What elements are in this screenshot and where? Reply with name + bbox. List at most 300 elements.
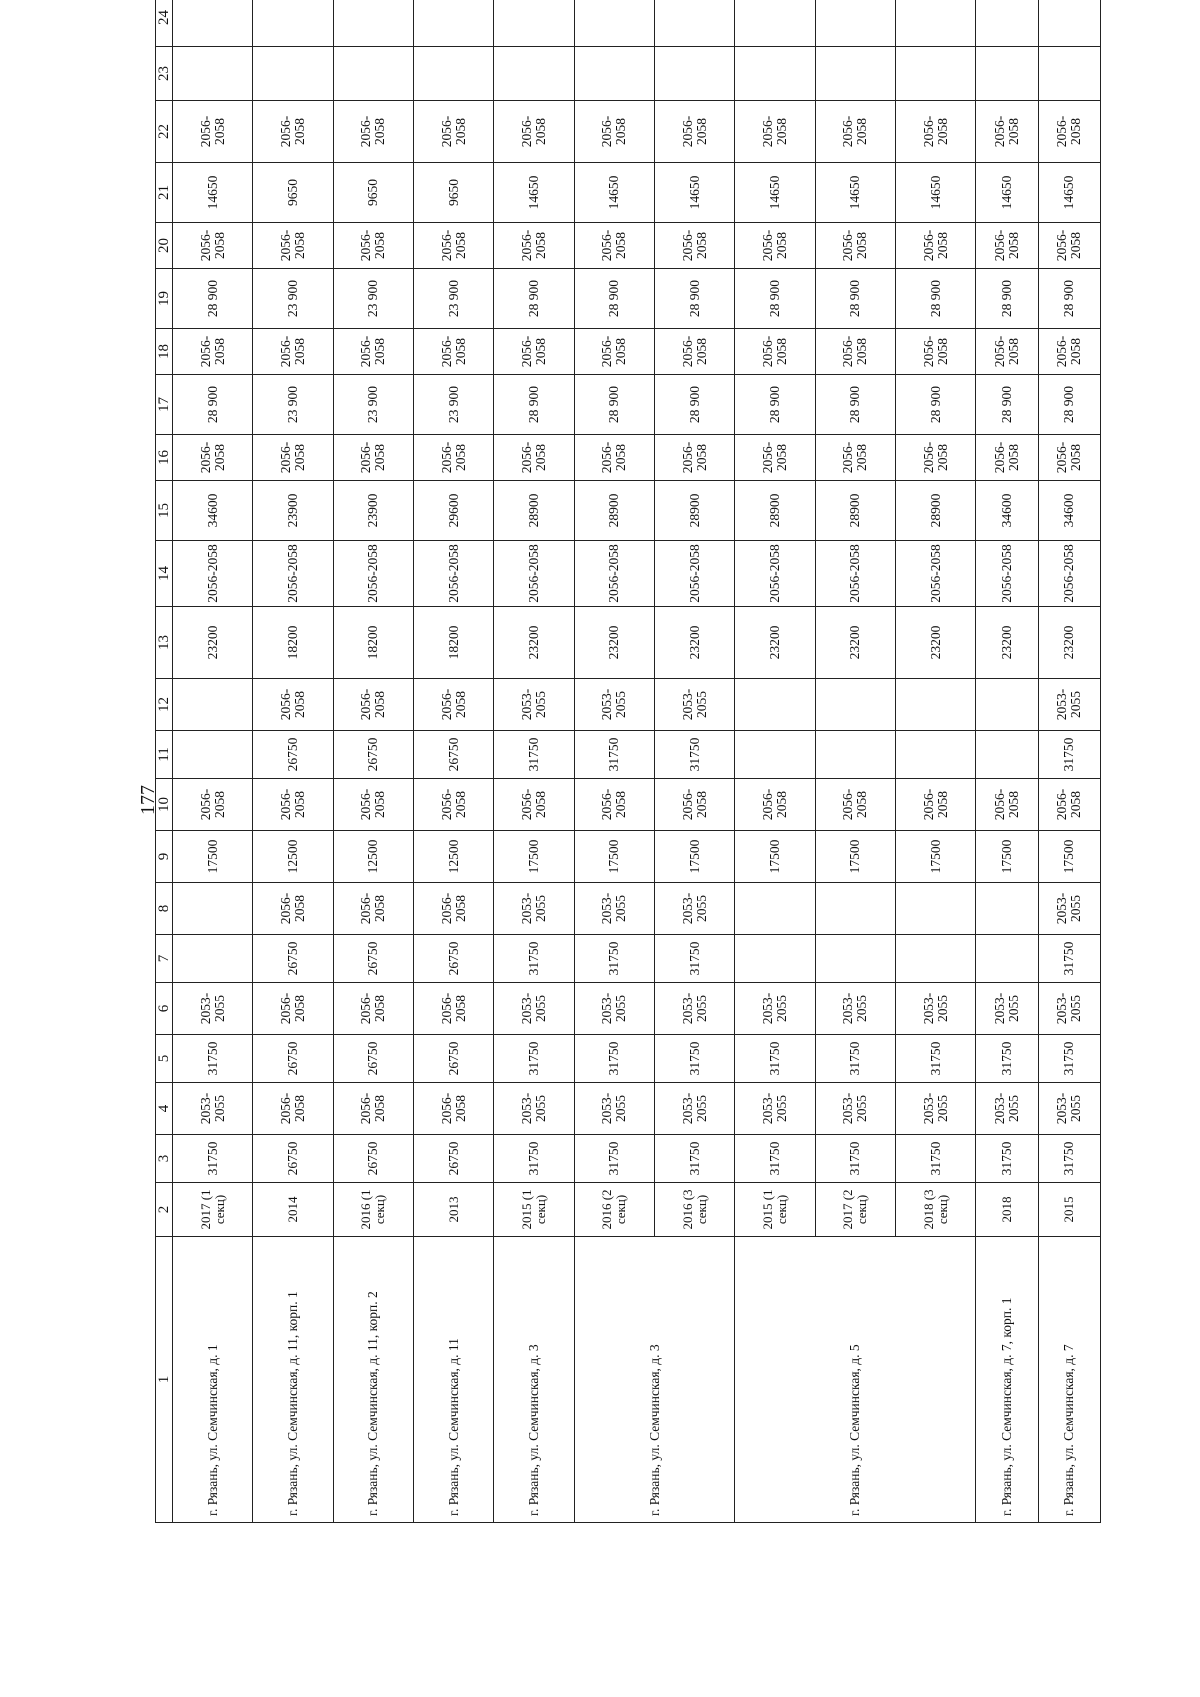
value-cell: 28 900 <box>735 375 815 435</box>
value-cell: 31750 <box>976 1135 1038 1183</box>
value-cell: 2056-2058 <box>173 101 253 163</box>
value-cell: 2056-2058 <box>253 779 333 831</box>
value-cell <box>815 679 895 731</box>
value-cell: 2056-2058 <box>494 101 574 163</box>
value-cell: 26750 <box>414 935 494 983</box>
value-cell: 28 900 <box>815 269 895 329</box>
value-cell <box>253 47 333 101</box>
value-cell: 31750 <box>655 1035 735 1083</box>
value-cell: 28 900 <box>735 269 815 329</box>
value-cell <box>896 883 976 935</box>
value-cell: 2056-2058 <box>253 101 333 163</box>
value-cell: 23200 <box>735 607 815 679</box>
value-cell: 2053-2055 <box>574 1083 654 1135</box>
value-cell: 2053-2055 <box>735 1083 815 1135</box>
value-cell: 2056-2058 <box>253 223 333 269</box>
value-cell <box>896 679 976 731</box>
value-cell: 2053-2055 <box>655 1083 735 1135</box>
value-cell: 2056-2058 <box>574 223 654 269</box>
value-cell: 2056-2058 <box>815 435 895 481</box>
value-cell <box>815 0 895 47</box>
value-cell: 2056-2058 <box>815 101 895 163</box>
address-cell: г. Рязань, ул. Семчинская, д. 5 <box>735 1237 976 1523</box>
value-cell: 2053-2055 <box>1038 679 1100 731</box>
column-header-12: 12 <box>156 679 173 731</box>
value-cell: 2056-2058 <box>414 223 494 269</box>
year-cell: 2014 <box>253 1183 333 1237</box>
value-cell: 31750 <box>815 1135 895 1183</box>
value-cell: 2056-2058 <box>1038 435 1100 481</box>
value-cell: 2056-2058 <box>655 101 735 163</box>
value-cell <box>253 0 333 47</box>
value-cell: 2056-2058 <box>333 223 413 269</box>
value-cell <box>173 0 253 47</box>
value-cell: 2053-2055 <box>896 1083 976 1135</box>
value-cell: 2053-2055 <box>976 983 1038 1035</box>
value-cell: 2056-2058 <box>735 779 815 831</box>
value-cell: 2056-2058 <box>253 1083 333 1135</box>
value-cell: 2053-2055 <box>896 983 976 1035</box>
value-cell: 2056-2058 <box>494 779 574 831</box>
value-cell: 2056-2058 <box>173 329 253 375</box>
value-cell <box>896 935 976 983</box>
value-cell: 9650 <box>333 163 413 223</box>
value-cell: 2056-2058 <box>494 223 574 269</box>
value-cell: 2056-2058 <box>253 541 333 607</box>
value-cell: 2056-2058 <box>414 983 494 1035</box>
table-row <box>976 0 1038 1523</box>
value-cell <box>173 47 253 101</box>
value-cell <box>414 47 494 101</box>
value-cell: 2056-2058 <box>976 541 1038 607</box>
value-cell: 2056-2058 <box>815 779 895 831</box>
value-cell <box>735 47 815 101</box>
value-cell: 2053-2055 <box>976 1083 1038 1135</box>
value-cell: 28900 <box>896 481 976 541</box>
address-cell: г. Рязань, ул. Семчинская, д. 11, корп. 1 <box>253 1237 333 1523</box>
value-cell: 14650 <box>815 163 895 223</box>
value-cell <box>976 47 1038 101</box>
value-cell: 2056-2058 <box>253 983 333 1035</box>
value-cell: 2053-2055 <box>574 983 654 1035</box>
value-cell: 31750 <box>574 1035 654 1083</box>
table-row <box>173 0 253 1523</box>
value-cell: 14650 <box>173 163 253 223</box>
value-cell: 9650 <box>414 163 494 223</box>
year-cell: 2017 (2 секц) <box>815 1183 895 1237</box>
year-cell: 2018 (3 секц) <box>896 1183 976 1237</box>
value-cell: 34600 <box>1038 481 1100 541</box>
value-cell: 31750 <box>574 731 654 779</box>
value-cell: 2056-2058 <box>896 435 976 481</box>
column-header-17: 17 <box>156 375 173 435</box>
column-header-10: 10 <box>156 779 173 831</box>
value-cell: 2056-2058 <box>414 101 494 163</box>
year-cell: 2015 (1 секц) <box>735 1183 815 1237</box>
year-cell: 2015 (1 секц) <box>494 1183 574 1237</box>
value-cell: 2056-2058 <box>655 541 735 607</box>
value-cell: 31750 <box>735 1135 815 1183</box>
value-cell: 2056-2058 <box>574 541 654 607</box>
value-cell: 31750 <box>896 1035 976 1083</box>
value-cell: 2056-2058 <box>655 779 735 831</box>
value-cell: 23 900 <box>333 375 413 435</box>
value-cell: 2056-2058 <box>815 541 895 607</box>
column-header-9: 9 <box>156 831 173 883</box>
year-cell: 2017 (1 секц) <box>173 1183 253 1237</box>
value-cell: 14650 <box>655 163 735 223</box>
value-cell: 2053-2055 <box>1038 883 1100 935</box>
address-cell: г. Рязань, ул. Семчинская, д. 3 <box>494 1237 574 1523</box>
value-cell <box>896 0 976 47</box>
value-cell: 2056-2058 <box>414 883 494 935</box>
value-cell: 28 900 <box>976 269 1038 329</box>
column-header-18: 18 <box>156 329 173 375</box>
value-cell: 12500 <box>333 831 413 883</box>
value-cell: 2056-2058 <box>1038 779 1100 831</box>
value-cell: 31750 <box>574 1135 654 1183</box>
value-cell: 9650 <box>253 163 333 223</box>
year-cell: 2016 (1 секц) <box>333 1183 413 1237</box>
column-header-1: 1 <box>156 1237 173 1523</box>
value-cell <box>976 679 1038 731</box>
rotated-table-container <box>155 10 1101 1523</box>
value-cell <box>173 935 253 983</box>
value-cell: 17500 <box>173 831 253 883</box>
value-cell: 28 900 <box>655 375 735 435</box>
value-cell: 31750 <box>976 1035 1038 1083</box>
value-cell: 2056-2058 <box>494 435 574 481</box>
value-cell: 28 900 <box>815 375 895 435</box>
value-cell: 28 900 <box>494 375 574 435</box>
value-cell <box>1038 47 1100 101</box>
value-cell: 2053-2055 <box>815 1083 895 1135</box>
value-cell <box>333 47 413 101</box>
value-cell: 2056-2058 <box>976 223 1038 269</box>
value-cell: 2056-2058 <box>1038 329 1100 375</box>
value-cell: 2053-2055 <box>494 1083 574 1135</box>
value-cell: 2056-2058 <box>333 779 413 831</box>
value-cell <box>735 679 815 731</box>
value-cell <box>574 0 654 47</box>
data-table <box>155 0 1101 1523</box>
value-cell <box>735 0 815 47</box>
year-cell: 2018 <box>976 1183 1038 1237</box>
value-cell: 26750 <box>333 731 413 779</box>
value-cell <box>494 47 574 101</box>
column-header-22: 22 <box>156 101 173 163</box>
value-cell: 23200 <box>574 607 654 679</box>
value-cell: 23 900 <box>333 269 413 329</box>
value-cell: 2053-2055 <box>815 983 895 1035</box>
year-cell: 2015 <box>1038 1183 1100 1237</box>
value-cell: 28 900 <box>494 269 574 329</box>
table-row <box>574 0 654 1523</box>
value-cell <box>574 47 654 101</box>
year-cell: 2016 (3 секц) <box>655 1183 735 1237</box>
value-cell: 2056-2058 <box>173 779 253 831</box>
value-cell: 2056-2058 <box>414 679 494 731</box>
value-cell: 26750 <box>333 1135 413 1183</box>
value-cell: 2053-2055 <box>655 983 735 1035</box>
column-header-8: 8 <box>156 883 173 935</box>
value-cell: 2056-2058 <box>173 435 253 481</box>
value-cell: 31750 <box>655 731 735 779</box>
value-cell: 31750 <box>1038 1135 1100 1183</box>
value-cell <box>815 883 895 935</box>
value-cell: 2053-2055 <box>655 679 735 731</box>
value-cell: 23900 <box>333 481 413 541</box>
value-cell: 26750 <box>253 1135 333 1183</box>
value-cell: 2056-2058 <box>976 101 1038 163</box>
value-cell: 2056-2058 <box>735 223 815 269</box>
value-cell: 2056-2058 <box>574 779 654 831</box>
value-cell <box>173 679 253 731</box>
value-cell <box>173 731 253 779</box>
value-cell <box>655 0 735 47</box>
value-cell: 31750 <box>815 1035 895 1083</box>
value-cell: 2056-2058 <box>333 883 413 935</box>
column-header-11: 11 <box>156 731 173 779</box>
column-header-2: 2 <box>156 1183 173 1237</box>
value-cell: 2056-2058 <box>896 223 976 269</box>
value-cell: 18200 <box>414 607 494 679</box>
value-cell: 31750 <box>655 1135 735 1183</box>
value-cell: 2056-2058 <box>333 329 413 375</box>
value-cell: 2056-2058 <box>253 883 333 935</box>
value-cell: 2053-2055 <box>494 983 574 1035</box>
value-cell: 14650 <box>735 163 815 223</box>
value-cell: 2053-2055 <box>173 983 253 1035</box>
value-cell: 28 900 <box>173 269 253 329</box>
value-cell: 2053-2055 <box>655 883 735 935</box>
value-cell: 2056-2058 <box>1038 101 1100 163</box>
value-cell: 2053-2055 <box>1038 983 1100 1035</box>
value-cell: 2056-2058 <box>414 1083 494 1135</box>
value-cell: 28900 <box>494 481 574 541</box>
address-cell: г. Рязань, ул. Семчинская, д. 3 <box>574 1237 735 1523</box>
value-cell <box>976 731 1038 779</box>
value-cell: 2053-2055 <box>1038 1083 1100 1135</box>
value-cell: 2056-2058 <box>253 679 333 731</box>
value-cell: 23200 <box>173 607 253 679</box>
value-cell: 2056-2058 <box>414 435 494 481</box>
value-cell: 2056-2058 <box>735 435 815 481</box>
column-header-20: 20 <box>156 223 173 269</box>
column-header-21: 21 <box>156 163 173 223</box>
value-cell: 2056-2058 <box>976 435 1038 481</box>
value-cell <box>976 935 1038 983</box>
value-cell: 2056-2058 <box>735 101 815 163</box>
column-header-13: 13 <box>156 607 173 679</box>
value-cell: 2053-2055 <box>494 883 574 935</box>
address-cell: г. Рязань, ул. Семчинская, д. 7 <box>1038 1237 1100 1523</box>
value-cell: 2056-2058 <box>735 541 815 607</box>
value-cell: 12500 <box>253 831 333 883</box>
value-cell: 26750 <box>414 731 494 779</box>
value-cell <box>1038 0 1100 47</box>
value-cell: 14650 <box>574 163 654 223</box>
value-cell: 26750 <box>253 731 333 779</box>
value-cell: 2056-2058 <box>494 329 574 375</box>
value-cell: 26750 <box>253 935 333 983</box>
value-cell <box>414 0 494 47</box>
value-cell: 17500 <box>655 831 735 883</box>
year-cell: 2013 <box>414 1183 494 1237</box>
column-header-6: 6 <box>156 983 173 1035</box>
value-cell: 26750 <box>333 935 413 983</box>
value-cell: 17500 <box>896 831 976 883</box>
value-cell: 28 900 <box>574 269 654 329</box>
value-cell: 26750 <box>414 1135 494 1183</box>
value-cell: 2056-2058 <box>896 779 976 831</box>
value-cell: 31750 <box>574 935 654 983</box>
value-cell <box>896 731 976 779</box>
value-cell <box>976 0 1038 47</box>
column-header-16: 16 <box>156 435 173 481</box>
value-cell <box>976 883 1038 935</box>
value-cell: 28900 <box>735 481 815 541</box>
value-cell <box>333 0 413 47</box>
value-cell: 18200 <box>253 607 333 679</box>
value-cell: 2056-2058 <box>896 541 976 607</box>
value-cell: 28900 <box>815 481 895 541</box>
value-cell: 14650 <box>896 163 976 223</box>
value-cell: 17500 <box>976 831 1038 883</box>
table-row <box>333 0 413 1523</box>
value-cell: 2056-2058 <box>333 1083 413 1135</box>
value-cell: 2056-2058 <box>333 435 413 481</box>
value-cell: 2053-2055 <box>574 883 654 935</box>
value-cell: 2056-2058 <box>253 329 333 375</box>
value-cell: 2056-2058 <box>735 329 815 375</box>
address-cell: г. Рязань, ул. Семчинская, д. 11, корп. 2 <box>333 1237 413 1523</box>
value-cell: 2056-2058 <box>253 435 333 481</box>
value-cell: 31750 <box>896 1135 976 1183</box>
value-cell <box>735 935 815 983</box>
address-cell: г. Рязань, ул. Семчинская, д. 7, корп. 1 <box>976 1237 1038 1523</box>
column-header-19: 19 <box>156 269 173 329</box>
value-cell <box>173 883 253 935</box>
value-cell <box>815 731 895 779</box>
value-cell: 2056-2058 <box>1038 541 1100 607</box>
value-cell: 26750 <box>333 1035 413 1083</box>
value-cell <box>896 47 976 101</box>
table-row <box>414 0 494 1523</box>
value-cell: 2053-2055 <box>173 1083 253 1135</box>
value-cell: 17500 <box>574 831 654 883</box>
value-cell: 31750 <box>173 1035 253 1083</box>
value-cell: 17500 <box>1038 831 1100 883</box>
value-cell: 28900 <box>574 481 654 541</box>
value-cell: 14650 <box>976 163 1038 223</box>
value-cell: 2056-2058 <box>333 983 413 1035</box>
column-header-5: 5 <box>156 1035 173 1083</box>
address-cell: г. Рязань, ул. Семчинская, д. 11 <box>414 1237 494 1523</box>
value-cell: 28 900 <box>1038 269 1100 329</box>
value-cell: 2056-2058 <box>655 329 735 375</box>
table-row <box>1038 0 1100 1523</box>
page-number: 177 <box>137 785 159 815</box>
value-cell: 31750 <box>1038 1035 1100 1083</box>
value-cell <box>815 47 895 101</box>
value-cell: 26750 <box>253 1035 333 1083</box>
value-cell <box>494 0 574 47</box>
column-header-7: 7 <box>156 935 173 983</box>
year-cell: 2016 (2 секц) <box>574 1183 654 1237</box>
value-cell: 2056-2058 <box>574 435 654 481</box>
value-cell: 23 900 <box>253 269 333 329</box>
value-cell: 2056-2058 <box>333 101 413 163</box>
value-cell: 31750 <box>494 731 574 779</box>
value-cell: 2056-2058 <box>896 329 976 375</box>
value-cell: 28 900 <box>896 269 976 329</box>
value-cell <box>815 935 895 983</box>
value-cell: 28 900 <box>574 375 654 435</box>
column-header-14: 14 <box>156 541 173 607</box>
value-cell: 26750 <box>414 1035 494 1083</box>
column-header-4: 4 <box>156 1083 173 1135</box>
value-cell: 18200 <box>333 607 413 679</box>
value-cell: 2053-2055 <box>494 679 574 731</box>
table-row <box>253 0 333 1523</box>
value-cell: 2056-2058 <box>976 779 1038 831</box>
value-cell: 2056-2058 <box>976 329 1038 375</box>
header-row <box>156 0 173 1523</box>
value-cell: 2056-2058 <box>815 329 895 375</box>
value-cell: 31750 <box>655 935 735 983</box>
value-cell: 31750 <box>494 1035 574 1083</box>
value-cell: 2053-2055 <box>735 983 815 1035</box>
value-cell: 31750 <box>173 1135 253 1183</box>
value-cell: 2056-2058 <box>414 779 494 831</box>
column-header-15: 15 <box>156 481 173 541</box>
value-cell: 28 900 <box>896 375 976 435</box>
value-cell: 2056-2058 <box>333 679 413 731</box>
value-cell: 2056-2058 <box>815 223 895 269</box>
value-cell: 23900 <box>253 481 333 541</box>
value-cell: 2056-2058 <box>574 101 654 163</box>
table-row <box>735 0 815 1523</box>
value-cell: 23 900 <box>414 375 494 435</box>
value-cell: 2056-2058 <box>333 541 413 607</box>
value-cell: 23200 <box>655 607 735 679</box>
value-cell: 12500 <box>414 831 494 883</box>
address-cell: г. Рязань, ул. Семчинская, д. 1 <box>173 1237 253 1523</box>
value-cell: 31750 <box>1038 935 1100 983</box>
value-cell: 2056-2058 <box>574 329 654 375</box>
value-cell: 23200 <box>896 607 976 679</box>
value-cell: 29600 <box>414 481 494 541</box>
value-cell: 2056-2058 <box>896 101 976 163</box>
value-cell: 14650 <box>1038 163 1100 223</box>
value-cell: 2056-2058 <box>173 223 253 269</box>
value-cell: 23200 <box>1038 607 1100 679</box>
value-cell: 34600 <box>173 481 253 541</box>
value-cell: 23200 <box>815 607 895 679</box>
value-cell: 28 900 <box>1038 375 1100 435</box>
value-cell: 23 900 <box>414 269 494 329</box>
value-cell: 14650 <box>494 163 574 223</box>
value-cell <box>655 47 735 101</box>
value-cell <box>735 883 815 935</box>
value-cell: 2056-2058 <box>655 435 735 481</box>
value-cell: 2056-2058 <box>1038 223 1100 269</box>
value-cell: 2053-2055 <box>574 679 654 731</box>
value-cell: 28 900 <box>655 269 735 329</box>
value-cell: 23200 <box>494 607 574 679</box>
value-cell: 31750 <box>494 1135 574 1183</box>
